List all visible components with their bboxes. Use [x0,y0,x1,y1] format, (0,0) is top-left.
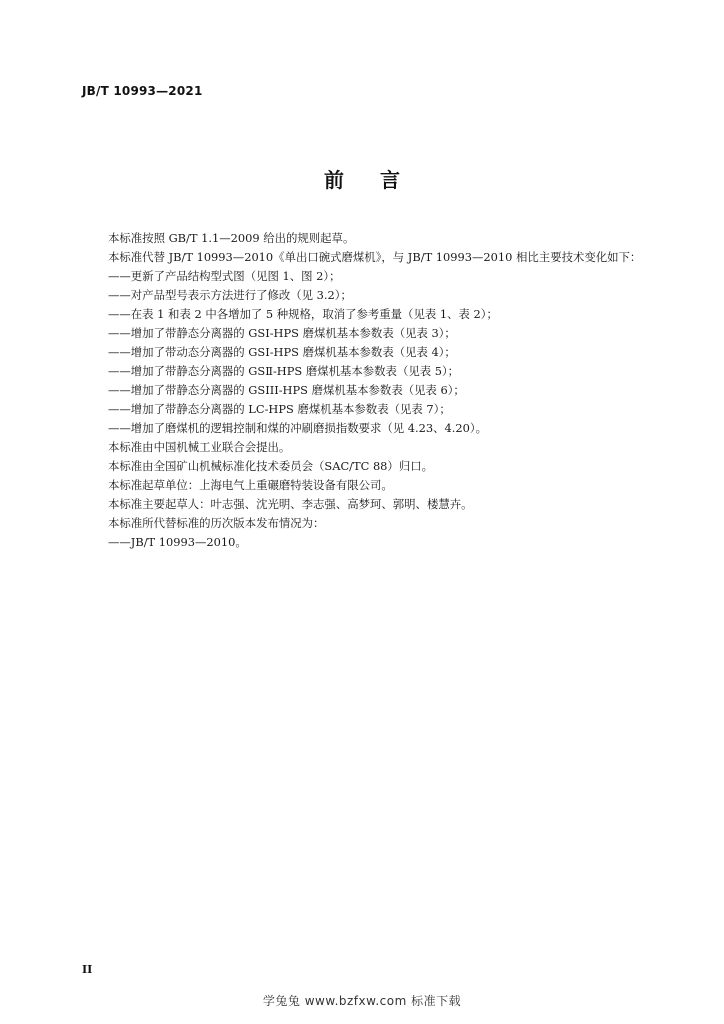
page-title-char-2: 言 [380,168,400,192]
page-number: II [82,963,93,976]
foreword-line: 本标准按照 GB/T 1.1—2009 给出的规则起草。 [108,231,355,245]
foreword-line: ——增加了带静态分离器的 GSIII-HPS 磨煤机基本参数表（见表 6）； [108,383,465,397]
foreword-line: ——在表 1 和表 2 中各增加了 5 种规格，取消了参考重量（见表 1、表 2）； [108,307,498,321]
foreword-line: 本标准由全国矿山机械标准化技术委员会（SAC/TC 88）归口。 [108,459,433,473]
foreword-line: ——对产品型号表示方法进行了修改（见 3.2）； [108,288,352,302]
standard-number-header: JB/T 10993—2021 [82,84,203,98]
foreword-body [108,229,668,552]
foreword-line: ——增加了带动态分离器的 GSⅠ-HPS 磨煤机基本参数表（见表 4）； [108,345,456,359]
foreword-line: ——增加了带静态分离器的 GSⅡ-HPS 磨煤机基本参数表（见表 5）； [108,364,460,378]
foreword-line: 本标准代替 JB/T 10993—2010《单出口碗式磨煤机》，与 JB/T 10993—2010 相比主要技术变化如下： [108,250,642,264]
foreword-line: ——增加了带静态分离器的 LC-HPS 磨煤机基本参数表（见表 7）； [108,402,451,416]
foreword-line: 本标准主要起草人：叶志强、沈光明、李志强、高梦珂、郭明、楼慧卉。 [108,497,473,511]
foreword-line: 本标准起草单位：上海电气上重碾磨特装设备有限公司。 [108,478,393,492]
download-watermark: 学兔兔 www.bzfxw.com 标准下载 [262,994,462,1008]
foreword-line: ——更新了产品结构型式图（见图 1、图 2）； [108,269,341,283]
foreword-line: 本标准所代替标准的历次版本发布情况为： [108,516,325,530]
page-title-char-1: 前 [324,168,344,192]
foreword-line: 本标准由中国机械工业联合会提出。 [108,440,291,454]
foreword-line: ——JB/T 10993—2010。 [108,535,247,549]
foreword-line: ——增加了带静态分离器的 GSⅠ-HPS 磨煤机基本参数表（见表 3）； [108,326,456,340]
page-title [0,164,724,193]
foreword-line: ——增加了磨煤机的逻辑控制和煤的冲刷磨损指数要求（见 4.23、4.20）。 [108,421,487,435]
